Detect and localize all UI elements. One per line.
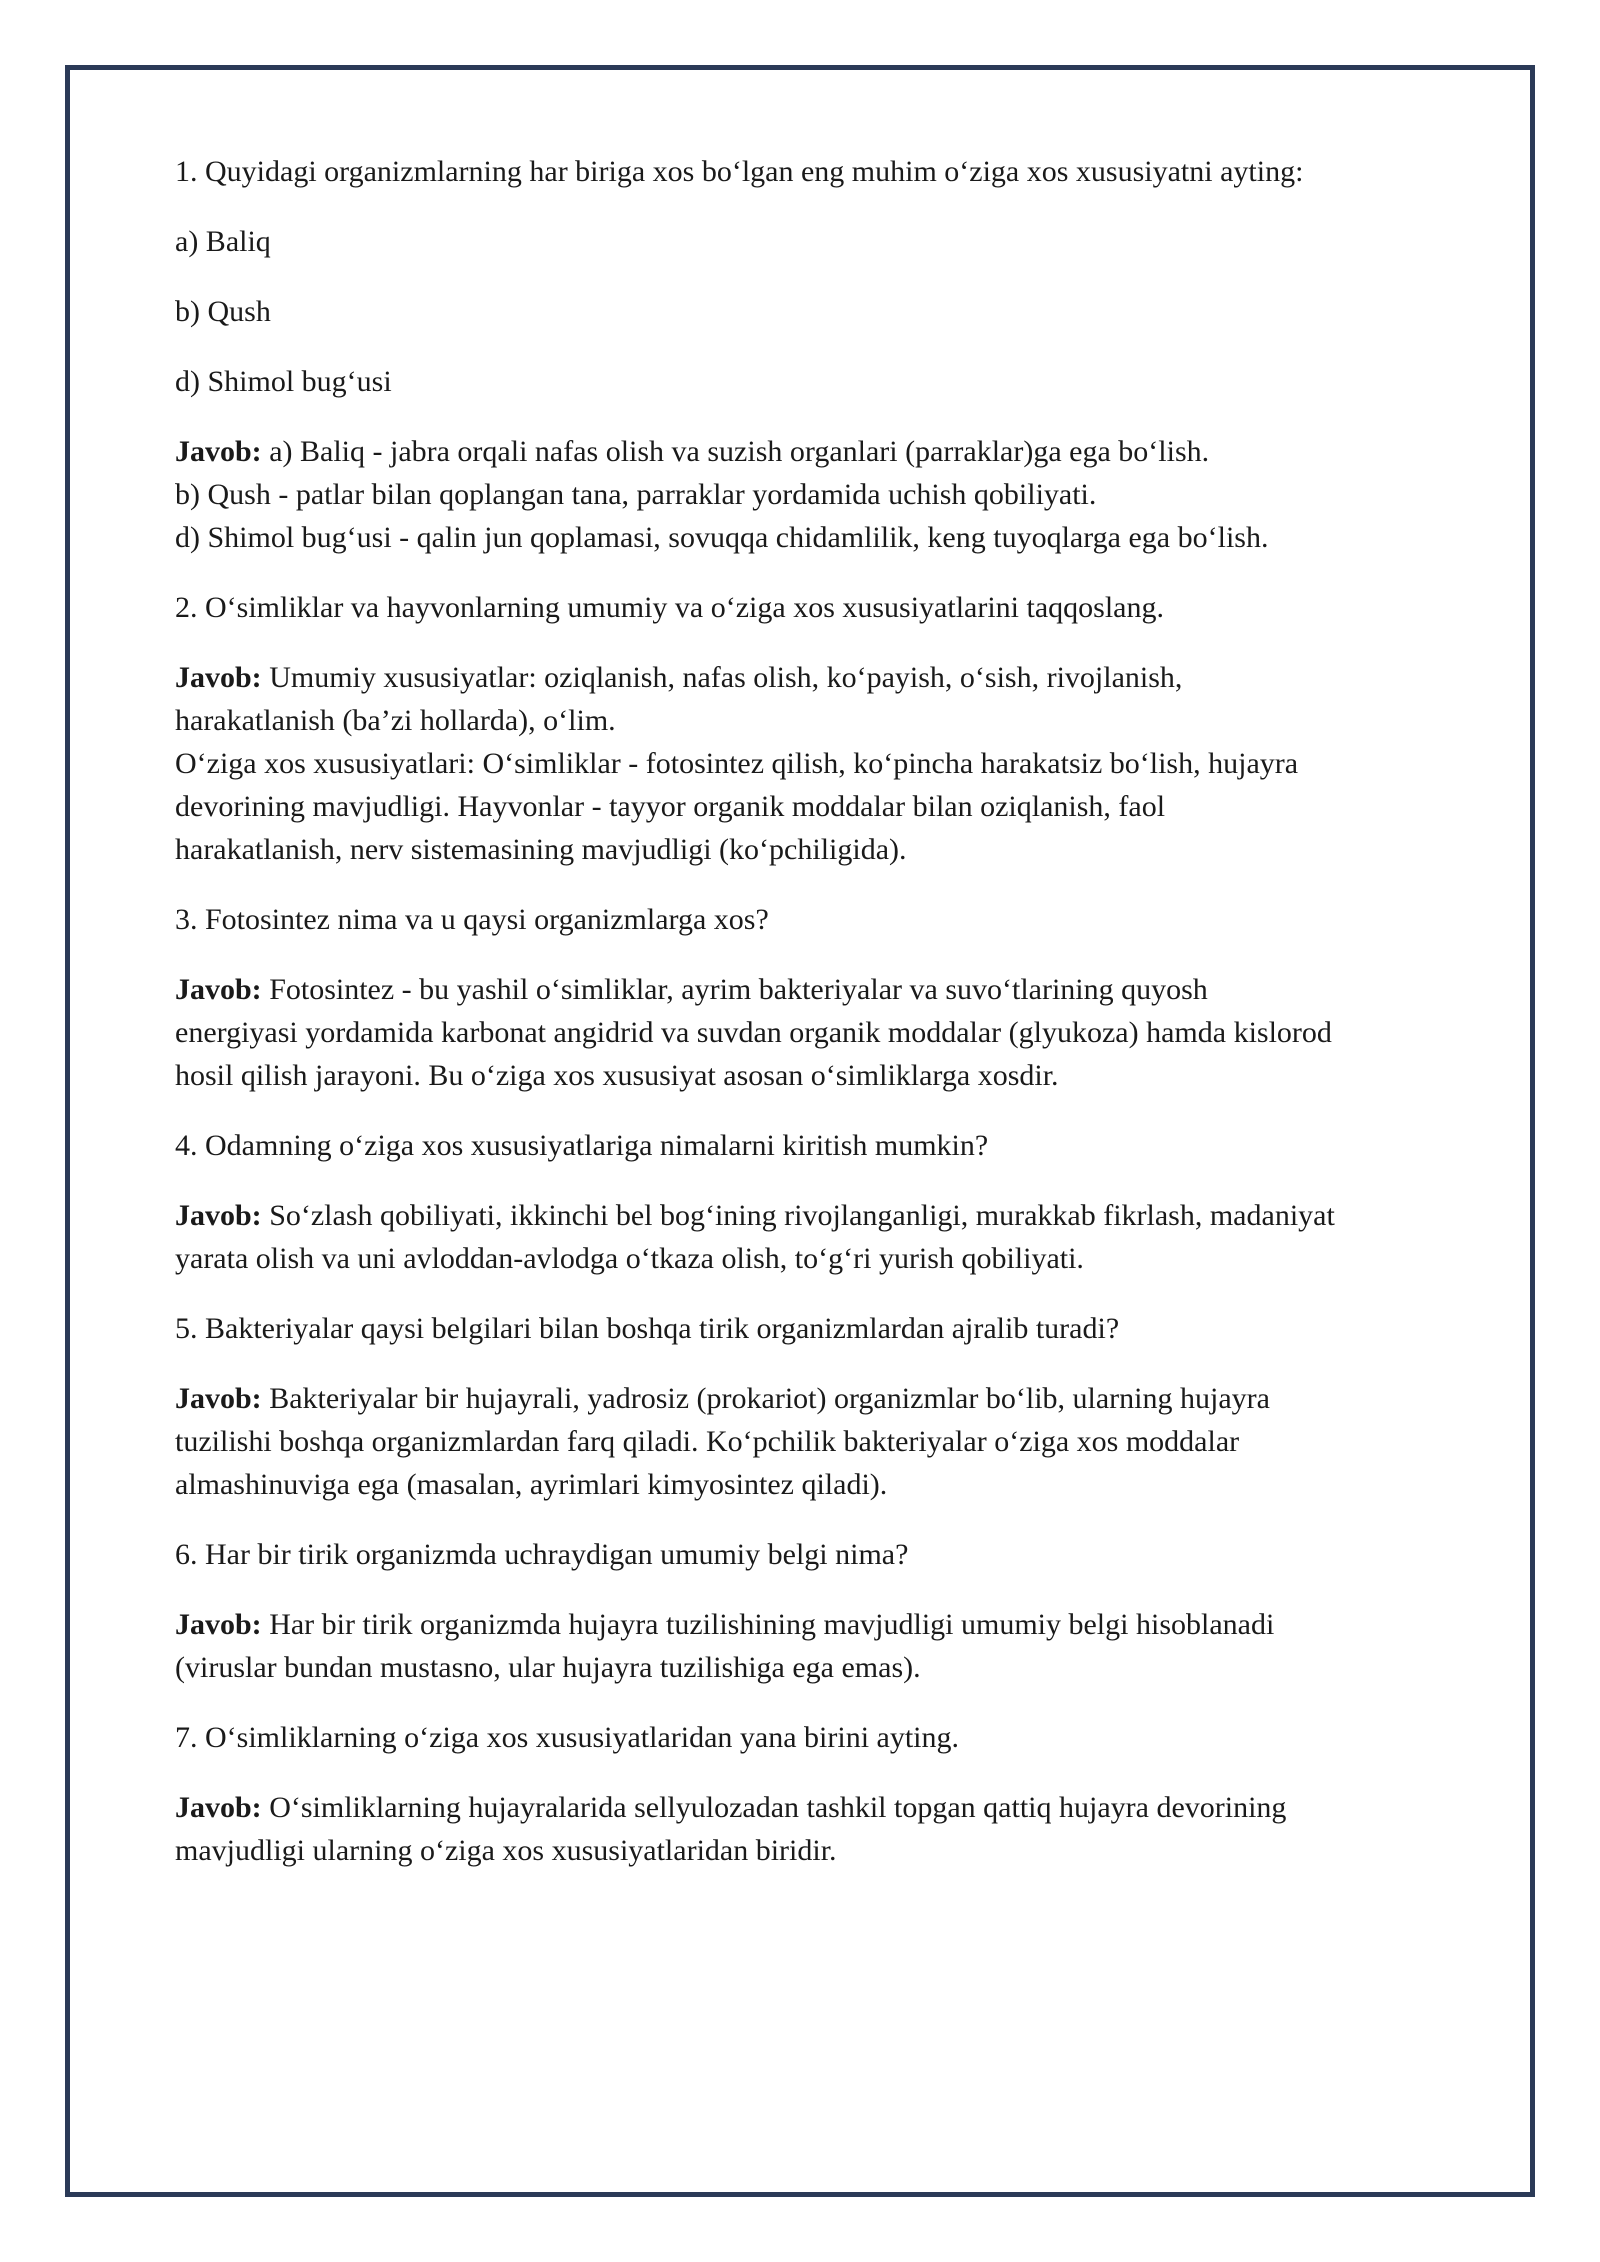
answer-1 [175,430,1445,559]
answer-7-line-1 [175,1786,1445,1829]
answer-5-line-1 [175,1377,1445,1420]
answer-2-line-3: O‘ziga xos xususiyatlari: O‘simliklar - fotosintez qilish, ko‘pincha harakatsiz bo‘lish, hujayra [175,747,1299,780]
answer-5-line-3: almashinuviga ega (masalan, ayrimlari kimyosintez qiladi). [175,1468,888,1501]
answer-label: Javob: [175,1382,262,1415]
answer-2-line-5: harakatlanish, nerv sistemasining mavjudligi (ko‘pchiligida). [175,833,907,866]
answer-1-line-1 [175,430,1445,473]
answer-label: Javob: [175,661,262,694]
answer-4-text-1: So‘zlash qobiliyati, ikkinchi bel bog‘ining rivojlanganligi, murakkab fikrlash, madaniyat [261,1199,1335,1232]
answer-7-line-2: mavjudligi ularning o‘ziga xos xususiyatlaridan biridir. [175,1834,837,1867]
answer-3-line-1 [175,968,1445,1011]
answer-2-line-1 [175,656,1445,699]
answer-3-line-3: hosil qilish jarayoni. Bu o‘ziga xos xususiyat asosan o‘simliklarga xosdir. [175,1059,1059,1092]
question-3: 3. Fotosintez nima va u qaysi organizmlarga xos? [175,903,769,936]
answer-2-text-1: Umumiy xususiyatlar: oziqlanish, nafas olish, ko‘payish, o‘sish, rivojlanish, [261,661,1183,694]
answer-3-line-2: energiyasi yordamida karbonat angidrid va suvdan organik moddalar (glyukoza) hamda kislorod [175,1016,1332,1049]
answer-2 [175,656,1445,871]
answer-label: Javob: [175,435,262,468]
answer-3 [175,968,1445,1097]
question-1: 1. Quyidagi organizmlarning har biriga xos bo‘lgan eng muhim o‘ziga xos xususiyatni ayting: [175,155,1304,188]
question-5: 5. Bakteriyalar qaysi belgilari bilan boshqa tirik organizmlardan ajralib turadi? [175,1312,1120,1345]
answer-4-line-2: yarata olish va uni avloddan-avlodga o‘tkaza olish, to‘g‘ri yurish qobiliyati. [175,1242,1084,1275]
document-content [175,150,1445,1899]
answer-3-text-1: Fotosintez - bu yashil o‘simliklar, ayrim bakteriyalar va suvo‘tlarining quyosh [261,973,1208,1006]
answer-2-line-2: harakatlanish (ba’zi hollarda), o‘lim. [175,704,616,737]
answer-6-line-1 [175,1603,1445,1646]
answer-5-text-1: Bakteriyalar bir hujayrali, yadrosiz (prokariot) organizmlar bo‘lib, ularning hujayra [261,1382,1270,1415]
answer-2-line-4: devorining mavjudligi. Hayvonlar - tayyor organik moddalar bilan oziqlanish, faol [175,790,1166,823]
question-1-option-b: b) Qush [175,295,271,328]
answer-label: Javob: [175,1791,262,1824]
answer-label: Javob: [175,1608,262,1641]
answer-6 [175,1603,1445,1689]
question-1-option-a: a) Baliq [175,225,271,258]
answer-5 [175,1377,1445,1506]
question-6: 6. Har bir tirik organizmda uchraydigan umumiy belgi nima? [175,1538,909,1571]
answer-1-text-1: a) Baliq - jabra orqali nafas olish va suzish organlari (parraklar)ga ega bo‘lish. [261,435,1210,468]
answer-6-text-1: Har bir tirik organizmda hujayra tuzilishining mavjudligi umumiy belgi hisoblanadi [261,1608,1275,1641]
answer-4-line-1 [175,1194,1445,1237]
answer-label: Javob: [175,1199,262,1232]
question-1-option-d: d) Shimol bug‘usi [175,365,392,398]
question-7: 7. O‘simliklarning o‘ziga xos xususiyatlaridan yana birini ayting. [175,1721,960,1754]
answer-4 [175,1194,1445,1280]
answer-5-line-2: tuzilishi boshqa organizmlardan farq qiladi. Ko‘pchilik bakteriyalar o‘ziga xos moddalar [175,1425,1240,1458]
question-4: 4. Odamning o‘ziga xos xususiyatlariga nimalarni kiritish mumkin? [175,1129,989,1162]
answer-label: Javob: [175,973,262,1006]
question-2: 2. O‘simliklar va hayvonlarning umumiy va o‘ziga xos xususiyatlarini taqqoslang. [175,591,1164,624]
answer-1-line-2: b) Qush - patlar bilan qoplangan tana, parraklar yordamida uchish qobiliyati. [175,478,1097,511]
answer-7-text-1: O‘simliklarning hujayralarida sellyulozadan tashkil topgan qattiq hujayra devorining [261,1791,1287,1824]
answer-6-line-2: (viruslar bundan mustasno, ular hujayra tuzilishiga ega emas). [175,1651,921,1684]
answer-1-line-3: d) Shimol bug‘usi - qalin jun qoplamasi, sovuqqa chidamlilik, keng tuyoqlarga ega bo‘lish. [175,521,1269,554]
answer-7 [175,1786,1445,1872]
